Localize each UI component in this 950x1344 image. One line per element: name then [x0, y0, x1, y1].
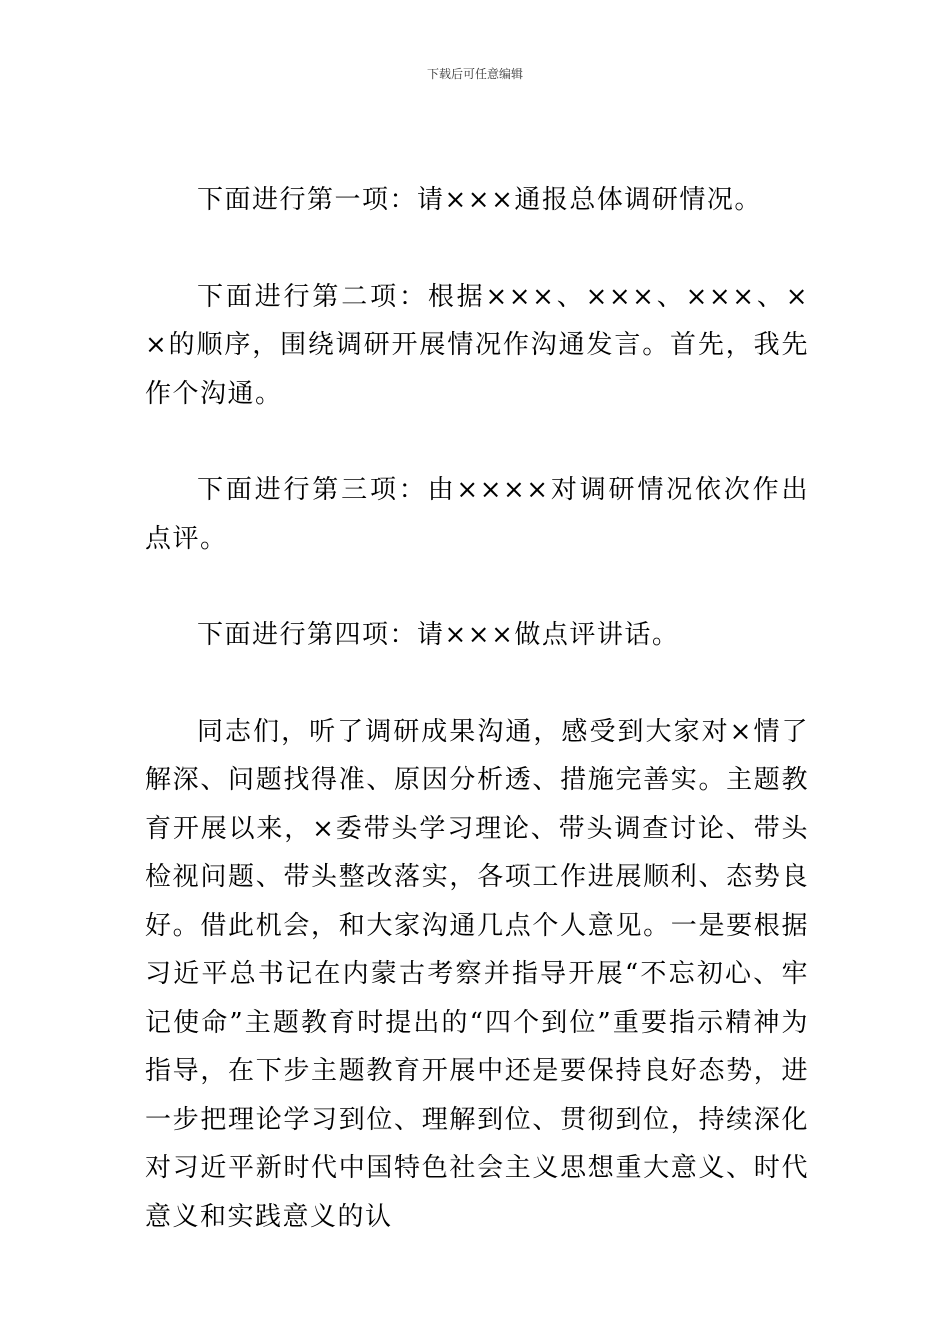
paragraph-item-3: 下面进行第三项：由××××对调研情况依次作出点评。 — [145, 475, 809, 554]
paragraph-spacer — [145, 225, 809, 273]
paragraph-spacer — [145, 660, 809, 708]
paragraph-item-1: 下面进行第一项：请×××通报总体调研情况。 — [197, 185, 762, 215]
paragraph-item-2: 下面进行第二项：根据×××、×××、×××、××的顺序，围绕调研开展情况作沟通发言。首先，我先作个沟通。 — [145, 281, 809, 409]
paragraph-spacer — [145, 563, 809, 611]
paragraph-spacer — [145, 418, 809, 466]
page-header-note: 下载后可任意编辑 — [426, 67, 523, 81]
document-body — [145, 176, 809, 1241]
paragraph-item-5: 同志们，听了调研成果沟通，感受到大家对×情了解深、问题找得准、原因分析透、措施完善实。主题教育开展以来，×委带头学习理论、带头调查讨论、带头检视问题、带头整改落实，各项工作进展顺利、态势良好。借此机会，和大家沟通几点个人意见。一是要根据习近平总书记在内蒙古考察并指导开展“不忘初心、牢记使命”主题教育时提出的“四个到位”重要指示精神为指导，在下步主题教育开展中还是要保持良好态势，进一步把理论学习到位、理解到位、贯彻到位，持续深化对习近平新时代中国特色社会主义思想重大意义、时代意义和实践意义的认 — [145, 716, 809, 1232]
paragraph-item-4: 下面进行第四项：请×××做点评讲话。 — [197, 620, 680, 650]
